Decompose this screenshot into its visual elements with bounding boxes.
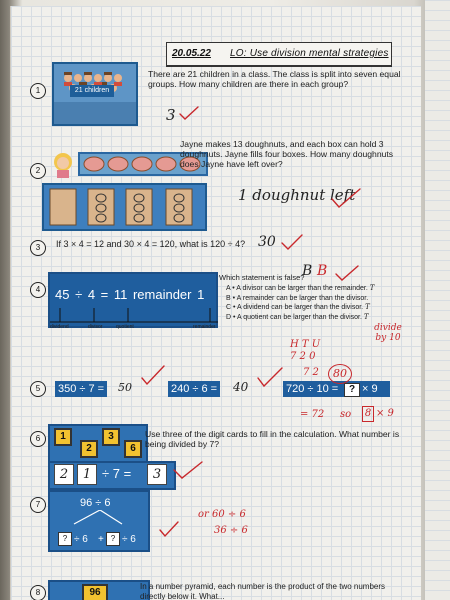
digit-card: 6: [124, 440, 142, 458]
missing-number-box: ?: [344, 383, 360, 397]
girl-icon: [50, 150, 76, 178]
answer-handwritten: 30: [258, 234, 276, 250]
question-number: 3: [30, 240, 46, 256]
divide-note: divide by 10: [374, 323, 402, 343]
division-equation: 45 ÷ 4 = 11 remainder 1: [55, 287, 205, 302]
doughnut-boxes: [42, 183, 207, 231]
partition-right: ÷ 6: [122, 534, 136, 545]
tick-mark-icon: [158, 520, 180, 540]
question-number: 4: [30, 282, 46, 298]
tick-mark-icon: [334, 264, 360, 282]
options-list: [226, 284, 416, 322]
question-text: If 3 × 4 = 12 and 30 × 4 = 120, what is 120 ÷ 4?: [56, 239, 246, 249]
branch-lines-icon: [60, 510, 140, 526]
date: 20.05.22: [172, 48, 211, 59]
label-divisor: divisor: [88, 324, 103, 330]
shifted-digits: 7 2: [303, 367, 319, 378]
question-number: 7: [30, 497, 46, 513]
option-a: A • A divisor can be larger than the remainder. T: [226, 284, 375, 292]
calc-box-1: 2: [54, 464, 74, 485]
question-text: Use three of the digit cards to fill in the calculation. What number is being divided by 7?: [145, 429, 400, 449]
calc-box-2: 1: [77, 464, 97, 485]
question-prompt: Which statement is false?: [219, 273, 305, 282]
calc-box-3: 3: [147, 464, 167, 485]
times-nine-note: × 9: [376, 408, 394, 419]
sum-3-right: × 9: [362, 383, 378, 395]
partition-top: 96 ÷ 6: [80, 497, 111, 509]
option-d: D • A quotient can be larger than the divisor. T: [226, 312, 369, 321]
girl-illustration: [50, 150, 76, 178]
sum-3-left: 720 ÷ 10 =: [286, 383, 339, 395]
tick-mark-icon: [280, 233, 304, 251]
option-c: C • A dividend can be larger than the divisor. T: [226, 303, 370, 311]
question-text: Jayne makes 13 doughnuts, and each box can hold 3 doughnuts. Jayne fills four boxes. How many doughnuts does Jayne have left over?: [180, 139, 394, 169]
tick-mark-icon: [256, 366, 284, 388]
label-dividend: dividend: [50, 324, 69, 330]
boxes-icon: [44, 185, 205, 229]
learning-objective: LO: Use division mental strategies: [230, 48, 389, 59]
next-page-edge: [425, 0, 450, 600]
question-number: 8: [30, 585, 46, 600]
partition-box-right: ?: [106, 532, 120, 546]
question-text: There are 21 children in a class. The class is split into seven equal groups. How many children are there in each group?: [148, 69, 401, 89]
question-number: 6: [30, 431, 46, 447]
answer-2: 40: [233, 380, 249, 394]
question-number: 5: [30, 381, 46, 397]
sum-2: 240 ÷ 6 =: [168, 381, 220, 397]
digit-card: 1: [54, 428, 72, 446]
correction-handwritten: B: [317, 263, 328, 279]
partition-left: ÷ 6: [74, 534, 88, 545]
digit-card: 3: [102, 428, 120, 446]
place-value-headers: H T U: [290, 339, 321, 350]
tick-mark-icon: [140, 364, 166, 386]
question-text: In a number pyramid, each number is the product of the two numbers directly below it. What...: [140, 582, 386, 600]
answer-handwritten: 1 doughnut left: [238, 186, 356, 204]
question-number: 1: [30, 83, 46, 99]
label-remainder: remainder: [193, 324, 216, 330]
sum-1: 350 ÷ 7 =: [55, 381, 107, 397]
answer-handwritten: 3: [166, 106, 176, 124]
so-note: so: [340, 409, 352, 420]
answer-1: 50: [118, 381, 132, 394]
tick-mark-icon: [330, 187, 362, 209]
alternative-note-1: or 60 ÷ 6: [198, 509, 246, 520]
question-number: 2: [30, 163, 46, 179]
pyramid-top-value: 96: [82, 584, 108, 600]
boxed-eight: 8: [362, 406, 374, 422]
calc-operator: ÷ 7 =: [102, 466, 132, 481]
class-size-badge: 21 children: [70, 85, 114, 97]
answer-3-circled: 80: [328, 364, 352, 384]
answer-handwritten: B: [302, 263, 313, 279]
tick-mark-icon: [178, 105, 200, 121]
tick-mark-icon: [172, 460, 204, 480]
partition-box-left: ?: [58, 532, 72, 546]
alternative-note-2: 36 ÷ 6: [214, 525, 248, 536]
digit-card: 2: [80, 440, 98, 458]
result-note: = 72: [300, 409, 325, 420]
place-value-digits: 7 2 0: [290, 351, 316, 362]
label-quotient: quotient: [116, 324, 134, 330]
option-b: B • A remainder can be larger than the divisor.: [226, 294, 369, 302]
partition-plus: +: [98, 534, 104, 545]
